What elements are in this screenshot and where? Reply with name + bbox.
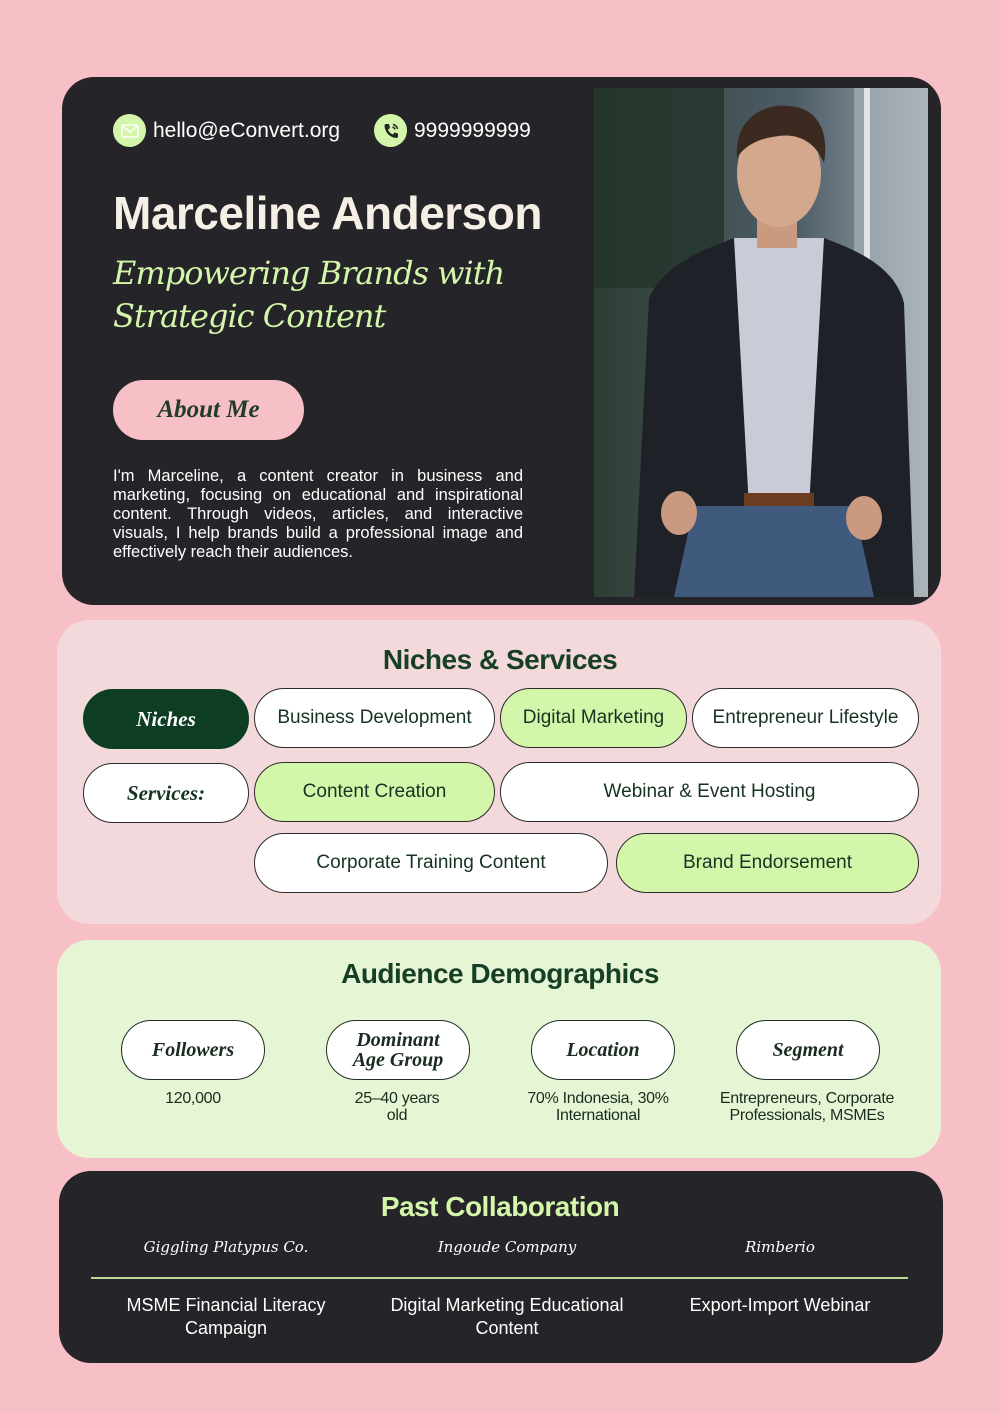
collaboration-divider <box>91 1277 908 1279</box>
service-content-creation: Content Creation <box>254 762 495 822</box>
niche-digital-marketing: Digital Marketing <box>500 688 687 748</box>
stat-value-location: 70% Indonesia, 30% International <box>527 1090 669 1124</box>
niche-business-development: Business Development <box>254 688 495 748</box>
stat-label-location: Location <box>531 1020 675 1080</box>
collab-project-3: Export-Import Webinar <box>689 1295 871 1315</box>
envelope-icon <box>113 114 146 147</box>
service-brand-endorsement: Brand Endorsement <box>616 833 919 893</box>
stat-label-followers: Followers <box>121 1020 265 1080</box>
about-me-button[interactable]: About Me <box>113 380 304 440</box>
niches-services-title: Niches & Services <box>382 644 618 675</box>
stat-value-followers: 120,000 <box>165 1090 221 1107</box>
email-text: hello@eConvert.org <box>153 118 341 142</box>
audience-title: Audience Demographics <box>341 958 659 989</box>
service-corporate-training: Corporate Training Content <box>254 833 608 893</box>
collaboration-title: Past Collaboration <box>380 1191 620 1222</box>
contact-phone[interactable] <box>374 114 531 147</box>
collab-project-2: Digital Marketing Educational Content <box>390 1295 624 1338</box>
collab-company-3: Rimberio <box>745 1238 815 1256</box>
stat-label-segment: Segment <box>736 1020 880 1080</box>
phone-text: 9999999999 <box>414 118 531 142</box>
profile-photo <box>594 88 928 597</box>
niches-label: Niches <box>83 689 249 749</box>
service-webinar-event-hosting: Webinar & Event Hosting <box>500 762 919 822</box>
about-text: I'm Marceline, a content creator in business and marketing, focusing on educational and inspirational content. Through videos, articles, and interactive visuals, I help brands build a professional image and effectively reach their audiences. <box>113 467 523 561</box>
services-label: Services: <box>83 763 249 823</box>
stat-label-age-group: Dominant Age Group <box>326 1020 470 1080</box>
niche-entrepreneur-lifestyle: Entrepreneur Lifestyle <box>692 688 919 748</box>
phone-icon <box>374 114 407 147</box>
profile-tagline: Empowering Brands with Strategic Content <box>113 254 505 335</box>
stat-value-age-group: 25–40 years old <box>354 1090 440 1124</box>
collab-project-1: MSME Financial Literacy Campaign <box>126 1295 326 1338</box>
contact-email[interactable] <box>113 114 340 147</box>
collab-company-2: Ingoude Company <box>437 1238 577 1256</box>
collab-company-1: Giggling Platypus Co. <box>143 1238 309 1256</box>
stat-value-segment: Entrepreneurs, Corporate Professionals, MSMEs <box>719 1090 895 1124</box>
profile-name: Marceline Anderson <box>113 187 542 239</box>
